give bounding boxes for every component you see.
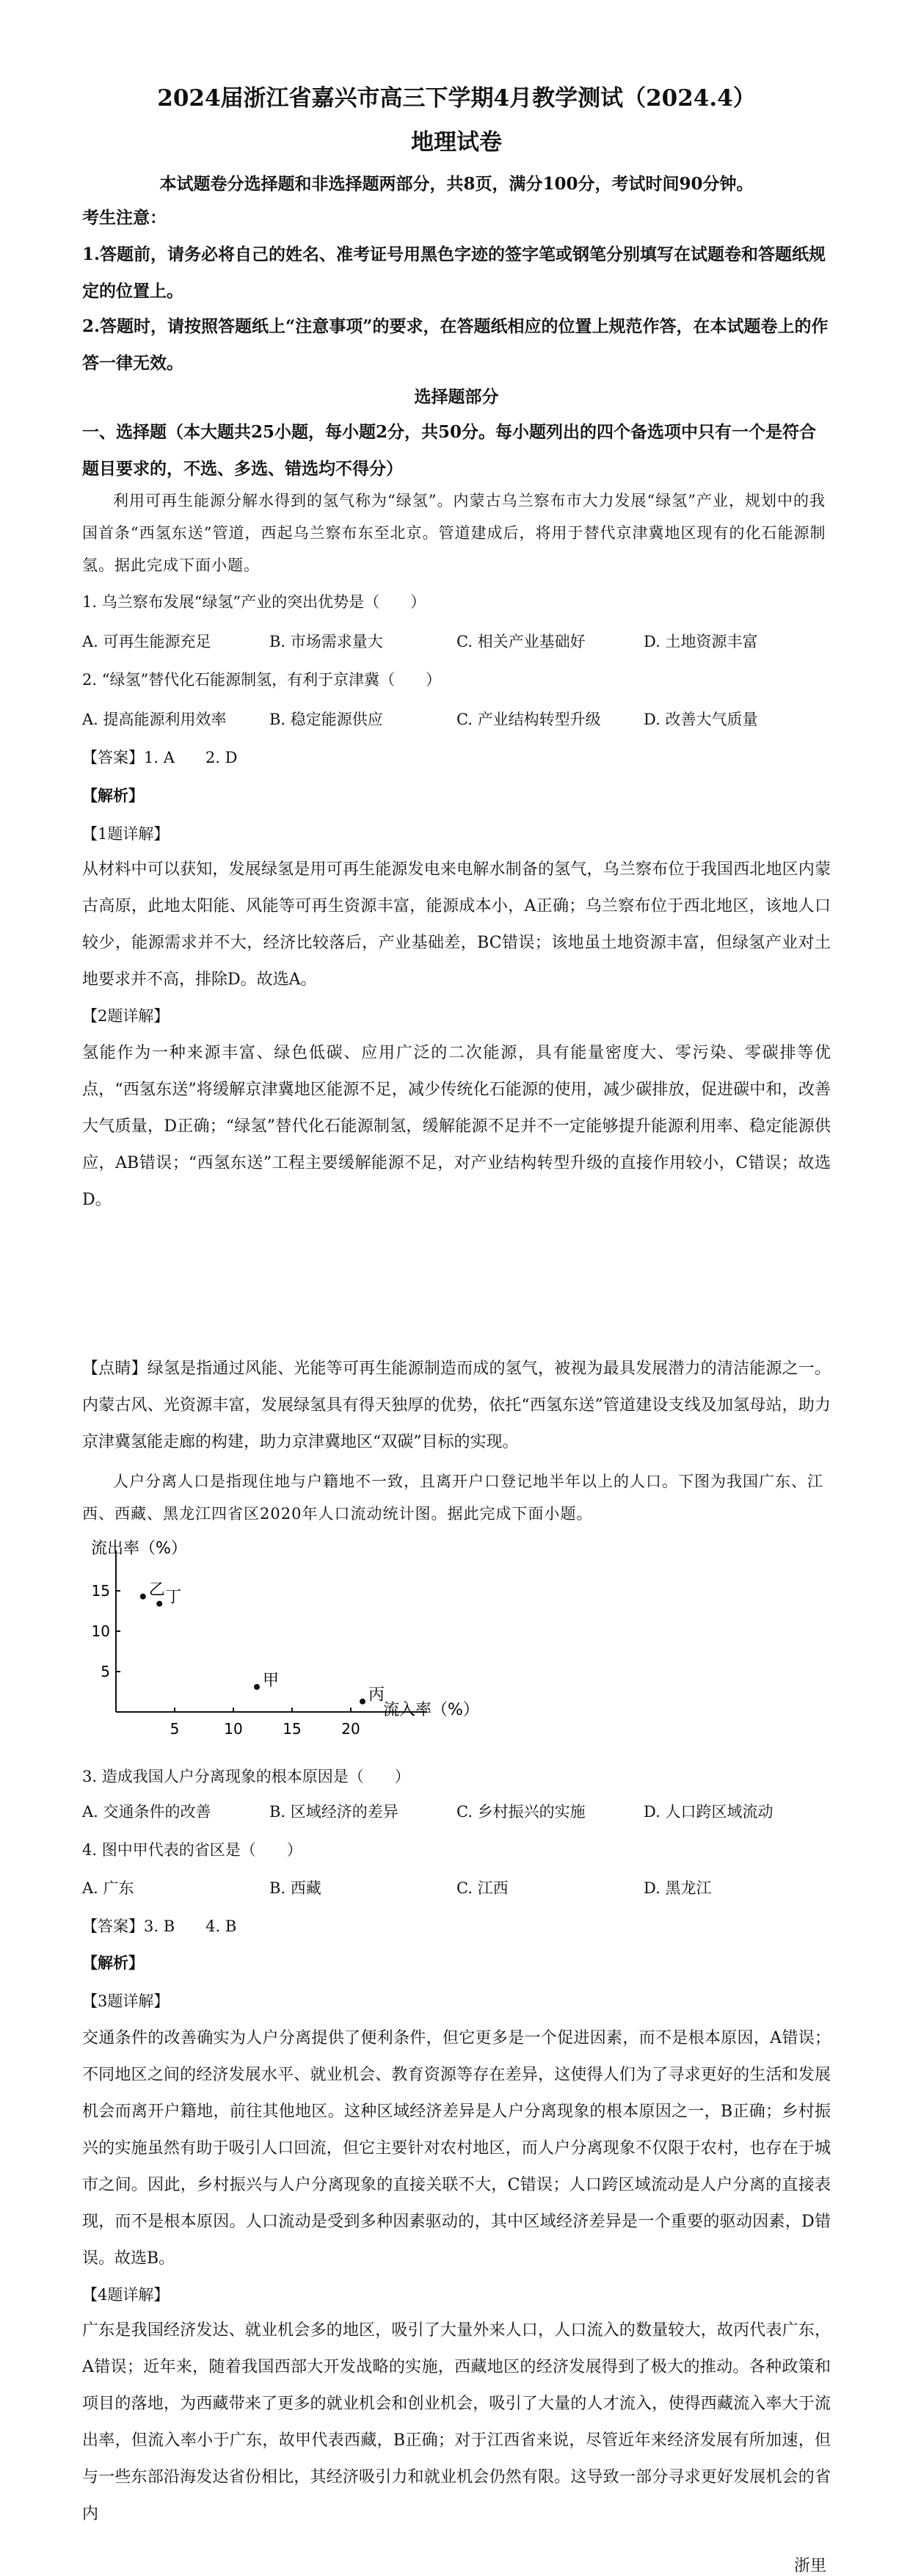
question-1: 1. 乌兰察布发展“绿氢”产业的突出优势是（ ） — [82, 593, 426, 611]
q2-option-b: B. 稳定能源供应 — [269, 711, 383, 728]
y-axis-label: 流出率（%） — [91, 1539, 187, 1558]
document-title: 2024届浙江省嘉兴市高三下学期4月教学测试（2024.4） — [157, 85, 756, 112]
comment-1: 【点睛】绿氢是指通过风能、光能等可再生能源制造而成的氢气，被视为最具发展潜力的清洁能源之一。内蒙古风、光资源丰富，发展绿氢具有得天独厚的优势，依托“西氢东送”管道建设支线及加氢母站，助力京津冀氢能走廊的构建，助力京津冀地区“双碳”目标的实现。 — [82, 1360, 831, 1451]
document-subtitle: 地理试卷 — [411, 129, 502, 156]
q1-option-b: B. 市场需求量大 — [269, 633, 383, 650]
exam-intro: 本试题卷分选择题和非选择题两部分，共8页，满分100分，考试时间90分钟。 — [159, 174, 754, 194]
section-instruction: 一、选择题（本大题共25小题，每小题2分，共50分。每小题列出的四个备选项中只有一个是符合题目要求的，不选、多选、错选均不得分） — [82, 422, 817, 479]
question-2: 2. “绿氢”替代化石能源制氢，有利于京津冀（ ） — [82, 671, 442, 689]
note-1: 1.答题前，请务必将自己的姓名、准考证号用黑色字迹的签字笔或钢笔分别填写在试题卷和答题纸规定的位置上。 — [82, 244, 826, 301]
data-point-label: 丙 — [368, 1686, 385, 1705]
data-point — [254, 1684, 260, 1690]
section-title: 选择题部分 — [414, 387, 499, 407]
q3-option-a: A. 交通条件的改善 — [82, 1803, 211, 1821]
y-tick-label: 15 — [91, 1582, 110, 1600]
page-footer: 浙里 — [794, 2557, 827, 2575]
data-point — [140, 1594, 146, 1600]
x-tick-label: 5 — [170, 1720, 180, 1738]
x-tick-label: 10 — [224, 1720, 243, 1738]
scatter-chart — [82, 1536, 493, 1756]
material-1: 利用可再生能源分解水得到的氢气称为“绿氢”。内蒙古乌兰察布市大力发展“绿氢”产业，规划中的我国首条“西氢东送”管道，西起乌兰察布东至北京。管道建成后，将用于替代京津冀地区现有的化石能源制氢。据此完成下面小题。 — [82, 492, 826, 574]
question-4: 4. 图中甲代表的省区是（ ） — [82, 1841, 302, 1859]
q4-option-b: B. 西藏 — [269, 1879, 321, 1897]
y-tick-label: 5 — [101, 1663, 110, 1680]
question-4-options — [82, 1873, 831, 1903]
detail-3-heading: 【3题详解】 — [82, 1992, 170, 2010]
notes-heading: 考生注意： — [82, 208, 167, 228]
q1-option-a: A. 可再生能源充足 — [82, 633, 211, 650]
x-tick-label: 20 — [341, 1720, 360, 1738]
q3-option-b: B. 区域经济的差异 — [269, 1803, 398, 1821]
q4-option-a: A. 广东 — [82, 1879, 134, 1897]
data-point — [156, 1601, 162, 1607]
q1-option-d: D. 土地资源丰富 — [644, 633, 758, 650]
question-1-options — [82, 627, 831, 656]
data-point-label: 丁 — [165, 1588, 182, 1607]
data-point-label: 甲 — [263, 1671, 280, 1690]
analysis-heading-2: 【解析】 — [82, 1953, 144, 1972]
detail-2-heading: 【2题详解】 — [82, 1007, 170, 1025]
detail-4-text: 广东是我国经济发达、就业机会多的地区，吸引了大量外来人口，人口流入的数量较大，故丙代表广东，A错误；近年来，随着我国西部大开发战略的实施，西藏地区的经济发展得到了极大的推动。各种政策和项目的落地，为西藏带来了更多的就业机会和创业机会，吸引了大量的人才流入，使得西藏流入率大于流出率，但流入率小于广东，故甲代表西藏，B正确；对于江西省来说，尽管近年来经济发展有所加速，但与一些东部沿海发达省份相比，其经济吸引力和就业机会仍然有限。这导致一部分寻求更好发展机会的省内 — [82, 2321, 831, 2523]
q1-option-c: C. 相关产业基础好 — [456, 633, 586, 650]
answer-3-4: 【答案】3. B 4. B — [82, 1918, 237, 1935]
population-flow-chart — [82, 1536, 831, 1756]
detail-4-heading: 【4题详解】 — [82, 2286, 170, 2304]
detail-2-text: 氢能作为一种来源丰富、绿色低碳、应用广泛的二次能源，具有能量密度大、零污染、零碳排等优点，“西氢东送”将缓解京津冀地区能源不足，减少传统化石能源的使用，减少碳排放，促进碳中和，改善大气质量，D正确；“绿氢”替代化石能源制氢，缓解能源不足并不一定能够提升能源利用率、稳定能源供应，AB错误；“西氢东送”工程主要缓解能源不足，对产业结构转型升级的直接作用较小，C错误；故选D。 — [82, 1044, 831, 1209]
data-point-label: 乙 — [148, 1581, 165, 1600]
q2-option-d: D. 改善大气质量 — [644, 711, 758, 728]
x-axis-label: 流入率（%） — [383, 1701, 479, 1719]
q2-option-a: A. 提高能源利用效率 — [82, 711, 227, 728]
analysis-heading-1: 【解析】 — [82, 786, 144, 805]
x-tick-label: 15 — [283, 1720, 302, 1738]
detail-1-heading: 【1题详解】 — [82, 825, 170, 843]
q4-option-c: C. 江西 — [456, 1879, 509, 1897]
q3-option-d: D. 人口跨区域流动 — [644, 1803, 774, 1821]
detail-1-text: 从材料中可以获知，发展绿氢是用可再生能源发电来电解水制备的氢气，乌兰察布位于我国西北地区内蒙古高原，此地太阳能、风能等可再生资源丰富，能源成本小，A正确；乌兰察布位于西北地区，该地人口较少，能源需求并不大，经济比较落后，产业基础差，BC错误；该地虽土地资源丰富，但绿氢产业对土地要求并不高，排除D。故选A。 — [82, 860, 831, 989]
question-2-options — [82, 705, 831, 734]
answer-1-2: 【答案】1. A 2. D — [82, 749, 238, 766]
detail-3-text: 交通条件的改善确实为人户分离提供了便利条件，但它更多是一个促进因素，而不是根本原因，A错误；不同地区之间的经济发展水平、就业机会、教育资源等存在差异，这使得人们为了寻求更好的生活和发展机会而离开户籍地，前往其他地区。这种区域经济差异是人户分离现象的根本原因之一，B正确；乡村振兴的实施虽然有助于吸引人口回流，但它主要针对农村地区，而人户分离现象不仅限于农村，也存在于城市之间。因此，乡村振兴与人户分离现象的直接关联不大，C错误；人口跨区域流动是人户分离的直接表现，而不是根本原因。人口流动是受到多种因素驱动的，其中区域经济差异是一个重要的驱动因素，D错误。故选B。 — [82, 2029, 831, 2268]
material-2: 人户分离人口是指现住地与户籍地不一致，且离开户口登记地半年以上的人口。下图为我国广东、江西、西藏、黑龙江四省区2020年人口流动统计图。据此完成下面小题。 — [82, 1473, 823, 1523]
q4-option-d: D. 黑龙江 — [644, 1879, 712, 1897]
note-2: 2.答题时，请按照答题纸上“注意事项”的要求，在答题纸相应的位置上规范作答，在本试题卷上的作答一律无效。 — [82, 316, 829, 373]
q3-option-c: C. 乡村振兴的实施 — [456, 1803, 586, 1821]
y-tick-label: 10 — [91, 1622, 110, 1640]
question-3: 3. 造成我国人户分离现象的根本原因是（ ） — [82, 1768, 410, 1785]
question-3-options — [82, 1797, 831, 1826]
q2-option-c: C. 产业结构转型升级 — [456, 711, 601, 728]
data-point — [360, 1699, 365, 1705]
